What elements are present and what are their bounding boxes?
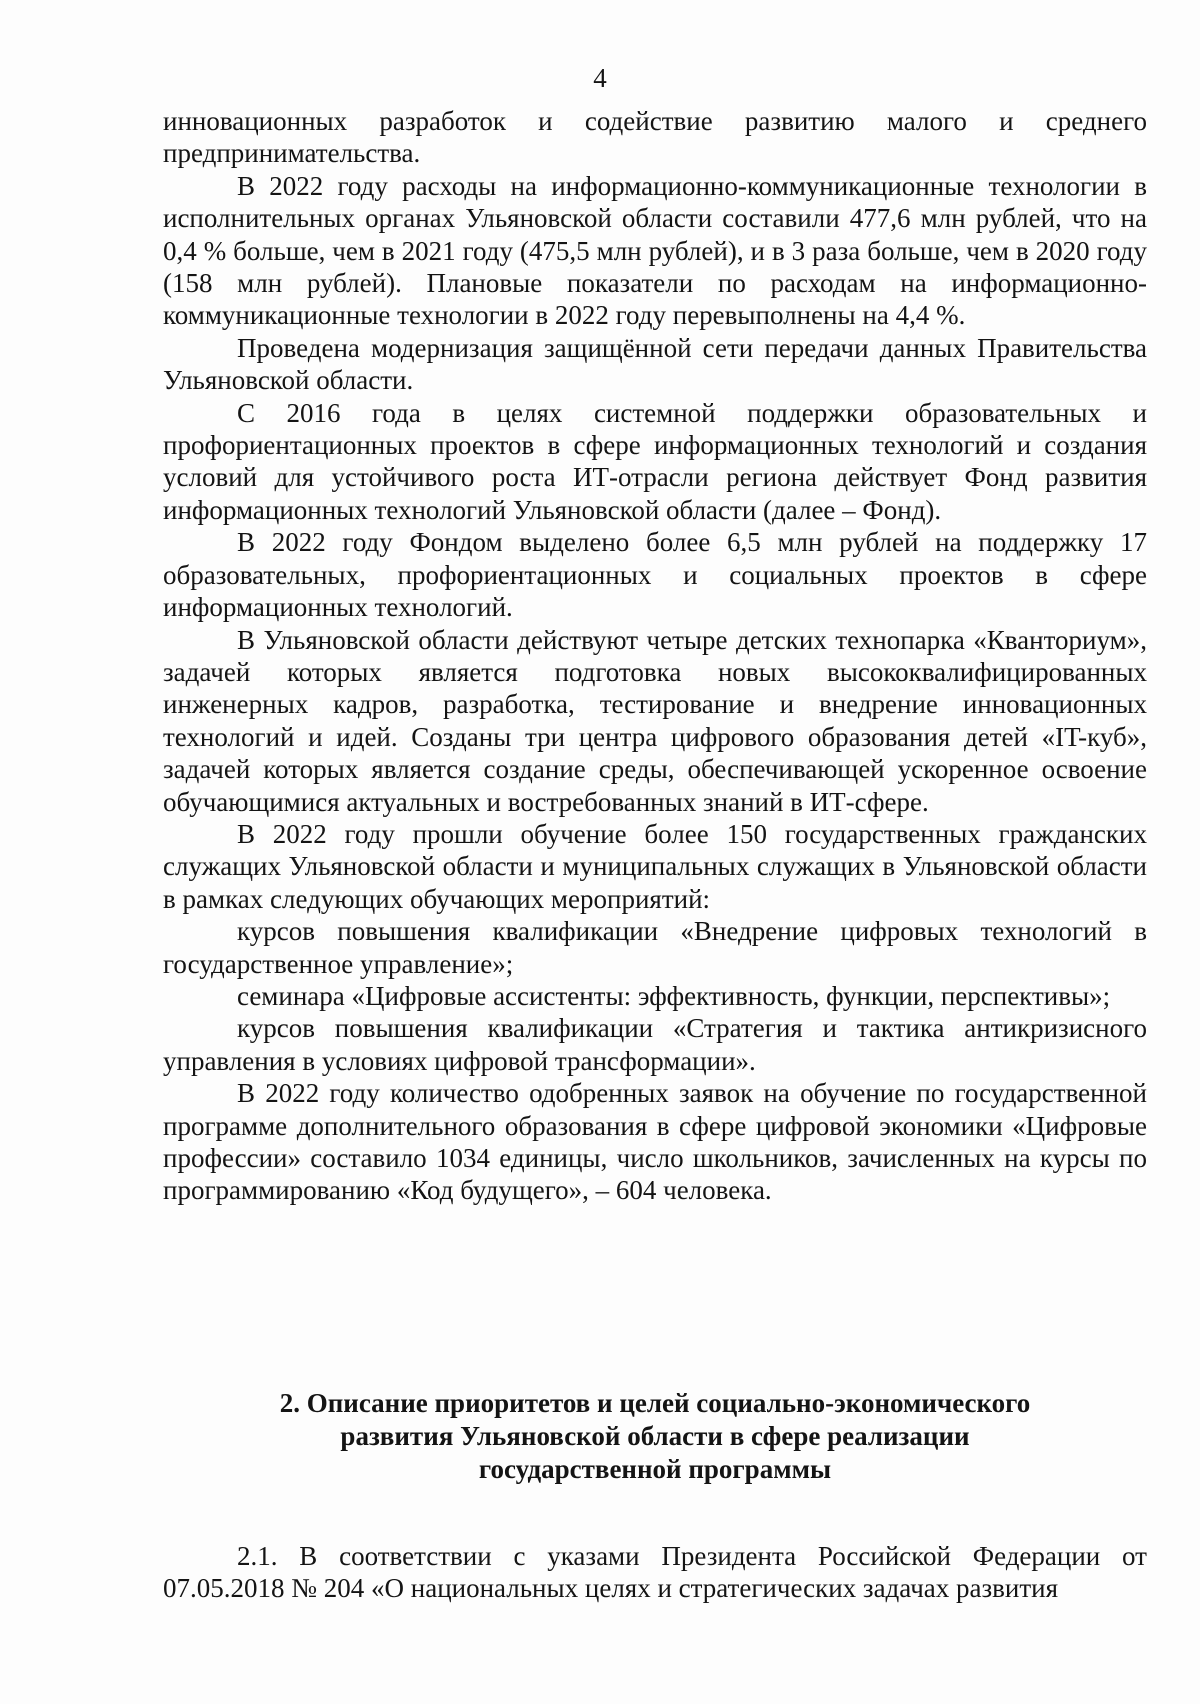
paragraph-ict-expenses: В 2022 году расходы на информационно-коммуникационные технологии в исполнительных органах Ульяновской области составили 477,6 млн рублей, что на 0,4 % больше, чем в 2021 году (475,5 млн рублей), и в 3 раза больше, чем в 2020 году (158 млн рублей). Плановые показатели по расходам на информационно-коммуникационные технологии в 2022 году перевыполнены на 4,4 %. bbox=[163, 170, 1147, 331]
paragraph-it-fund: С 2016 года в целях системной поддержки образовательных и профориентационных проектов в сфере информационных технологий и создания условий для устойчивого роста ИТ-отрасли региона действует Фонд развития информационных технологий Ульяновской области (далее – Фонд). bbox=[163, 397, 1147, 525]
paragraph-technoparks: В Ульяновской области действуют четыре детских технопарка «Кванториум», задачей которых является подготовка новых высококвалифицированных инженерных кадров, разработка, тестирование и внедрение инновационных технологий и идей. Созданы три центра цифрового образования детей «IT-куб», задачей которых является создание среды, обеспечивающей ускоренное освоение обучающимися актуальных и востребованных знаний в ИТ-сфере. bbox=[163, 624, 1147, 817]
list-item-course-anticrisis: курсов повышения квалификации «Стратегия и тактика антикризисного управления в условиях цифровой трансформации». bbox=[163, 1013, 1147, 1076]
body-text bbox=[163, 105, 1147, 1207]
section-heading bbox=[163, 1387, 1147, 1486]
section-heading-line-2: развития Ульяновской области в сфере реализации bbox=[340, 1421, 970, 1451]
list-item-seminar-assistants: семинара «Цифровые ассистенты: эффективность, функции, перспективы»; bbox=[237, 980, 1111, 1011]
paragraph-fund-support: В 2022 году Фондом выделено более 6,5 млн рублей на поддержку 17 образовательных, профориентационных и социальных проектов в сфере информационных технологий. bbox=[163, 527, 1147, 623]
paragraph-training: В 2022 году прошли обучение более 150 государственных гражданских служащих Ульяновской области и муниципальных служащих в Ульяновской области в рамках следующих обучающих мероприятий: bbox=[163, 818, 1147, 914]
paragraph-continuation: инновационных разработок и содействие развитию малого и среднего предпринимательства. bbox=[163, 106, 1147, 169]
paragraph-network-modernization: Проведена модернизация защищённой сети передачи данных Правительства Ульяновской области. bbox=[163, 332, 1147, 396]
section-heading-line-1: 2. Описание приоритетов и целей социально-экономического bbox=[279, 1388, 1031, 1418]
section-heading-line-3: государственной программы bbox=[478, 1454, 832, 1484]
paragraph-digital-professions: В 2022 году количество одобренных заявок на обучение по государственной программе дополнительного образования в сфере цифровой экономики «Цифровые профессии» составило 1034 единицы, число школьников, зачисленных на курсы по программированию «Код будущего», – 604 человека. bbox=[163, 1078, 1147, 1206]
paragraph-presidential-decree: 2.1. В соответствии с указами Президента Российской Федерации от 07.05.2018 № 204 «О национальных целях и стратегических задачах развития bbox=[163, 1541, 1147, 1604]
section-body-text bbox=[163, 1540, 1147, 1605]
list-item-course-digital-tech: курсов повышения квалификации «Внедрение цифровых технологий в государственное управление»; bbox=[163, 916, 1147, 979]
page-number: 4 bbox=[593, 63, 607, 93]
